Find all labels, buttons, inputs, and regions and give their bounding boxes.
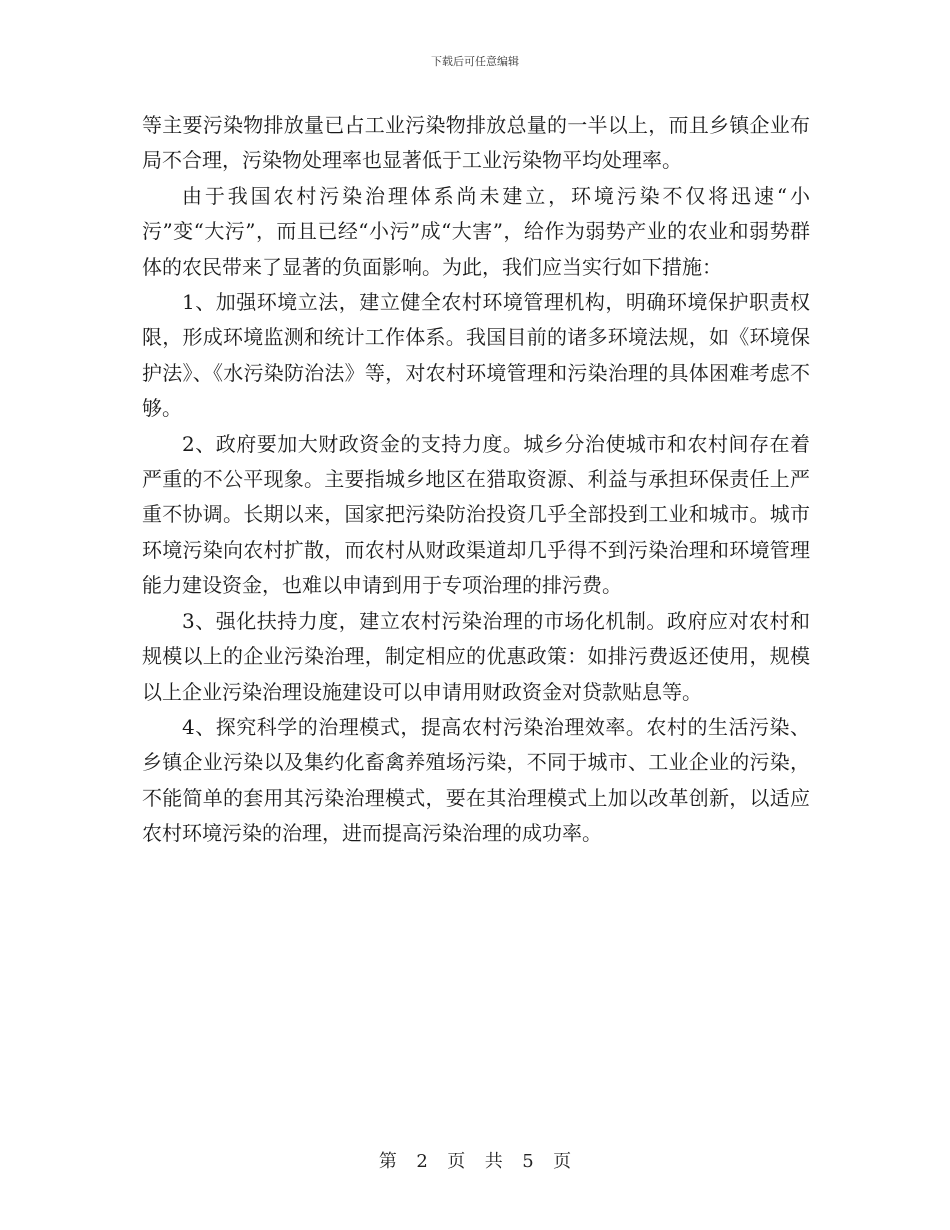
paragraph-measure-2: 2、政府要加大财政资金的支持力度。城乡分治使城市和农村间存在着严重的不公平现象。主要指城乡地区在猎取资源、利益与承担环保责任上严重不协调。长期以来，国家把污染防治投资几乎全部投到工业和城市。城市环境污染向农村扩散，而农村从财政渠道却几乎得不到污染治理和环境管理能力建设资金，也难以申请到用于专项治理的排污费。 (142, 431, 810, 598)
header-note: 下载后可任意编辑 (431, 55, 519, 68)
paragraph-continuation: 等主要污染物排放量已占工业污染物排放总量的一半以上，而且乡镇企业布局不合理，污染物处理率也显著低于工业污染物平均处理率。 (142, 113, 810, 173)
footer-prefix: 第 (378, 1151, 397, 1172)
footer-total-prefix: 共 (484, 1151, 503, 1172)
paragraph-measure-4: 4、探究科学的治理模式，提高农村污染治理效率。农村的生活污染、乡镇企业污染以及集约化畜禽养殖场污染，不同于城市、工业企业的污染，不能简单的套用其污染治理模式，要在其治理模式上加以改革创新，以适应农村环境污染的治理，进而提高污染治理的成功率。 (142, 714, 810, 846)
current-page-number: 2 (416, 1151, 428, 1172)
page-footer (0, 1147, 950, 1173)
paragraph-measure-3: 3、强化扶持力度，建立农村污染治理的市场化机制。政府应对农村和规模以上的企业污染治理，制定相应的优惠政策：如排污费返还使用，规模以上企业污染治理设施建设可以申请用财政资金对贷款贴息等。 (142, 608, 810, 704)
document-body (142, 108, 810, 852)
footer-suffix: 页 (553, 1151, 572, 1172)
total-pages-number: 5 (522, 1151, 534, 1172)
paragraph-intro: 由于我国农村污染治理体系尚未建立，环境污染不仅将迅速“小污”变“大污”，而且已经“小污”成“大害”，给作为弱势产业的农业和弱势群体的农民带来了显著的负面影响。为此，我们应当实行如下措施： (142, 183, 810, 279)
footer-page-word: 页 (447, 1151, 466, 1172)
paragraph-measure-1: 1、加强环境立法，建立健全农村环境管理机构，明确环境保护职责权限，形成环境监测和统计工作体系。我国目前的诸多环境法规，如《环境保护法》、《水污染防治法》等，对农村环境管理和污染治理的具体困难考虑不够。 (142, 290, 810, 421)
